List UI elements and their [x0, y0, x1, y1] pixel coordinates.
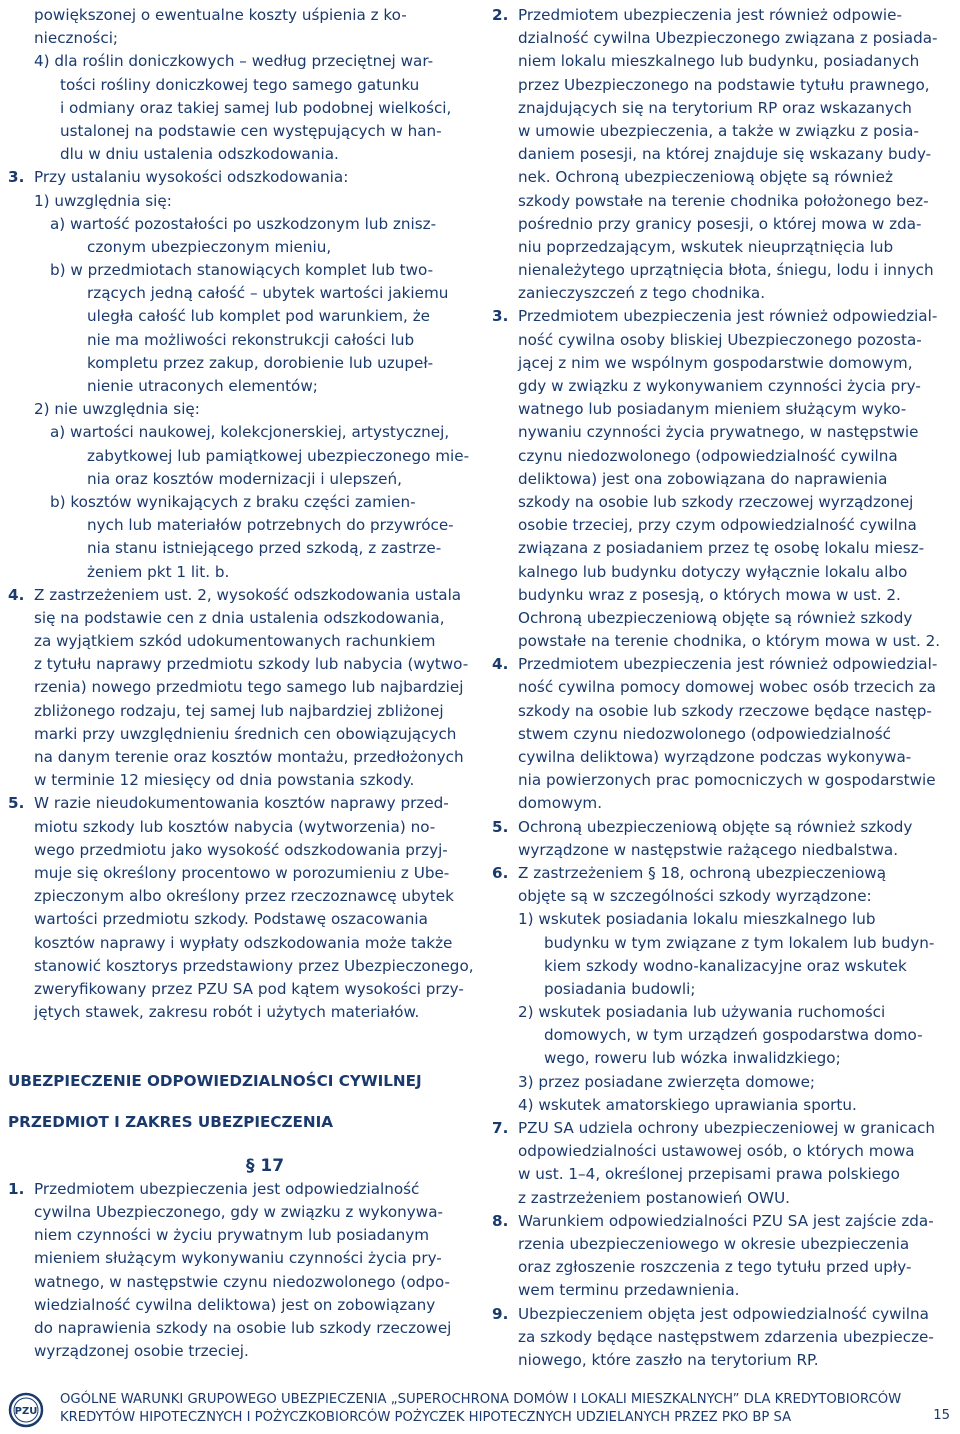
text-line: za wyjątkiem szkód udokumentowanych rachunkiem	[34, 632, 436, 651]
paragraph-number: 5.	[8, 794, 25, 813]
text-line: ność cywilna pomocy domowej wobec osób trzecich za	[518, 678, 936, 697]
text-line: w terminie 12 miesięcy od dnia powstania szkody.	[34, 771, 415, 790]
text-line: watnego, w następstwie czynu niedozwolonego (odpo-	[34, 1272, 450, 1291]
text-line: Z zastrzeżeniem § 18, ochroną ubezpieczeniową	[518, 863, 887, 882]
text-line: budynku wraz z posesją, o których mowa w ust. 2.	[518, 585, 901, 604]
paragraph-number: 7.	[492, 1119, 509, 1137]
text-line: niem lokalu mieszkalnego lub budynku, posiadanych	[518, 52, 920, 71]
text-line: stwem czynu niedozwolonego (odpowiedzialność	[518, 724, 892, 743]
paragraph-number: 1.	[8, 1179, 25, 1198]
text-line: Przy ustalaniu wysokości odszkodowania:	[34, 168, 349, 187]
text-line: 3) przez posiadane zwierzęta domowe;	[518, 1072, 816, 1091]
text-line: nych lub materiałów potrzebnych do przywróce-	[87, 516, 454, 535]
text-line: osobie trzeciej, przy czym odpowiedzialność cywilna	[518, 516, 917, 535]
text-line: z zastrzeżeniem postanowień OWU.	[518, 1188, 791, 1207]
text-line: 2) nie uwzględnia się:	[34, 400, 200, 419]
text-line: cywilna deliktowa) wyrządzone podczas wykonywa-	[518, 748, 912, 766]
text-line: wartości przedmiotu szkody. Podstawę oszacowania	[34, 910, 428, 929]
text-line: b) kosztów wynikających z braku części zamien-	[50, 492, 416, 511]
text-line: powstałe na terenie chodnika, o którym mowa w ust. 2.	[518, 632, 941, 651]
text-line: dzialność cywilna Ubezpieczonego związana z posiada-	[518, 29, 938, 48]
text-line: do naprawienia szkody na osobie lub szkody rzeczowej	[34, 1318, 452, 1337]
text-line: gdy w związku z wykonywaniem czynności życia pry-	[518, 377, 921, 395]
text-line: stanowić kosztorys przedstawiony przez Ubezpieczonego,	[34, 956, 474, 975]
right-column	[492, 4, 954, 1372]
paragraph-number: 2.	[492, 6, 509, 24]
paragraph-number: 4.	[8, 585, 25, 604]
text-line: uległa całość lub komplet pod warunkiem, że	[87, 307, 431, 326]
text-line: jętych stawek, zakresu robót i użytych materiałów.	[34, 1003, 420, 1022]
text-line: żeniem pkt 1 lit. b.	[87, 562, 230, 581]
text-line: nie ma możliwości rekonstrukcji całości lub	[87, 330, 415, 349]
text-line: Przedmiotem ubezpieczenia jest również odpowiedzial-	[518, 307, 938, 326]
text-line: niowego, które zaszło na terytorium RP.	[518, 1350, 819, 1369]
text-line: niem czynności w życiu prywatnym lub posiadanym	[34, 1226, 430, 1245]
pzu-logo-icon	[8, 1392, 44, 1428]
text-line: rzących jedną całość – ubytek wartości jakiemu	[87, 284, 449, 303]
text-line: wego przedmiotu jako wysokość odszkodowania przyj-	[34, 840, 448, 859]
text-line: kosztów naprawy i wypłaty odszkodowania może także	[34, 933, 453, 952]
text-line: Ubezpieczeniem objęta jest odpowiedzialność cywilna	[518, 1304, 929, 1323]
text-line: dlu w dniu ustalenia odszkodowania.	[60, 145, 339, 164]
text-line: 1) uwzględnia się:	[34, 191, 172, 210]
text-line: rzenia) nowego przedmiotu tego samego lub najbardziej	[34, 678, 464, 697]
paragraph-number: 4.	[492, 655, 509, 674]
text-line: nieczności;	[34, 29, 119, 48]
text-line: zanieczyszczeń z tego chodnika.	[518, 284, 766, 303]
subsection-heading: PRZEDMIOT I ZAKRES UBEZPIECZENIA	[8, 1113, 334, 1132]
left-column	[8, 4, 474, 1363]
text-line: 4) dla roślin doniczkowych – według przeciętnej war-	[34, 52, 434, 71]
paragraph-number: 6.	[492, 863, 509, 882]
text-line: w ust. 1–4, określonej przepisami prawa polskiego	[518, 1165, 900, 1184]
paragraph-6	[492, 862, 954, 885]
text-line: nia oraz kosztów modernizacji i ulepszeń,	[87, 469, 402, 488]
text-line: czynu niedozwolonego (odpowiedzialność cywilna	[518, 446, 898, 465]
text-line: nywaniu czynności życia prywatnego, w następstwie	[518, 423, 919, 442]
text-line: rzenia ubezpieczeniowego w okresie ubezpieczenia	[518, 1234, 910, 1253]
text-line: czonym ubezpieczonym mieniu,	[87, 237, 332, 256]
text-line: wego, roweru lub wózka inwalidzkiego;	[544, 1049, 841, 1068]
paragraph-8	[492, 1210, 954, 1233]
paragraph-4	[492, 653, 954, 676]
text-line: nia stanu istniejącego przed szkodą, z zastrze-	[87, 539, 442, 558]
page-footer	[8, 1390, 952, 1430]
text-line: wem terminu przedawnienia.	[518, 1281, 740, 1300]
logo-text: PZU	[14, 1406, 38, 1417]
paragraph-2	[492, 4, 954, 27]
section-heading: UBEZPIECZENIE ODPOWIEDZIALNOŚCI CYWILNEJ	[8, 1072, 422, 1091]
text-line: wiedzialność cywilna deliktowa) jest on zobowiązany	[34, 1295, 436, 1314]
text-line: wyrządzonej osobie trzeciej.	[34, 1342, 249, 1361]
text-line: W razie nieudokumentowania kosztów naprawy przed-	[34, 794, 449, 813]
text-line: Przedmiotem ubezpieczenia jest odpowiedzialność	[34, 1179, 420, 1198]
text-line: mieniem służącym wykonywaniu czynności życia pry-	[34, 1249, 442, 1268]
text-line: cywilna Ubezpieczonego, gdy w związku z wykonywa-	[34, 1203, 444, 1222]
paragraph-number: 8.	[492, 1211, 509, 1230]
paragraph-number: 3.	[492, 307, 509, 326]
footer-title	[60, 1391, 901, 1427]
text-line: związana z posiadaniem przez tę osobę lokalu miesz-	[518, 539, 925, 558]
text-line: się na podstawie cen z dnia ustalenia odszkodowania,	[34, 608, 445, 627]
text-line: jącej z nim we wspólnym gospodarstwie domowym,	[518, 353, 913, 372]
text-line: pośrednio przy granicy posesji, o której mowa w zda-	[518, 214, 922, 233]
text-line: ność cywilna osoby bliskiej Ubezpieczonego pozosta-	[518, 330, 922, 349]
text-line: Z zastrzeżeniem ust. 2, wysokość odszkodowania ustala	[34, 585, 462, 604]
text-line: nia powierzonych prac pomocniczych w gospodarstwie	[518, 771, 936, 790]
text-line: b) w przedmiotach stanowiących komplet lub two-	[50, 261, 434, 280]
text-line: kiem szkody wodno-kanalizacyjne oraz wskutek	[544, 956, 907, 975]
text-line: na danym terenie oraz kosztów montażu, przedłożonych	[34, 748, 464, 766]
text-line: niu poprzedzającym, wskutek nieuprzątnięcia lub	[518, 237, 894, 256]
text-line: w umowie ubezpieczenia, a także w związku z posia-	[518, 121, 919, 140]
text-line: szkody na osobie lub szkody rzeczowe będące następ-	[518, 701, 932, 720]
text-line: i odmiany oraz takiej samej lub podobnej wielkości,	[60, 98, 452, 117]
text-line: przez Ubezpieczonego na podstawie tytułu prawnego,	[518, 75, 930, 94]
paragraph-4	[8, 584, 474, 607]
text-line: Przedmiotem ubezpieczenia jest również odpowiedzial-	[518, 655, 938, 674]
paragraph-3	[492, 305, 954, 328]
text-line: Warunkiem odpowiedzialności PZU SA jest zajście zda-	[518, 1211, 934, 1230]
text-line: a) wartość pozostałości po uszkodzonym lub znisz-	[50, 214, 437, 233]
text-line: nienależytego uprzątnięcia błota, śniegu, lodu i innych	[518, 261, 934, 280]
paragraph-5	[8, 792, 474, 815]
text-line: zabytkowej lub pamiątkowej ubezpieczonego mie-	[87, 446, 470, 465]
paragraph-3	[8, 166, 474, 189]
text-line: Ochroną ubezpieczeniową objęte są również szkody	[518, 817, 913, 836]
text-line: szkody na osobie lub szkody rzeczowej wyrządzonej	[518, 492, 914, 511]
text-line: zpieczonym albo określony przez rzeczoznawcę ubytek	[34, 887, 454, 906]
text-line: objęte są w szczególności szkody wyrządzone:	[518, 887, 872, 906]
text-line: marki przy uwzględnieniu średnich cen obowiązujących	[34, 724, 457, 743]
text-line: zweryfikowany przez PZU SA pod kątem wysokości przy-	[34, 979, 464, 998]
paragraph-7	[492, 1117, 954, 1140]
text-line: odpowiedzialności ustawowej osób, o których mowa	[518, 1142, 915, 1161]
paragraph-number: 5.	[492, 817, 509, 836]
text-line: tości rośliny doniczkowej tego samego gatunku	[60, 75, 420, 94]
footer-line: KREDYTÓW HIPOTECZNYCH I POŻYCZKOBIORCÓW POŻYCZEK HIPOTECZNYCH UDZIELANYCH PRZEZ PKO BP SA	[60, 1410, 792, 1425]
text-line: z tytułu naprawy przedmiotu szkody lub nabycia (wytwo-	[34, 655, 469, 674]
footer-line: OGÓLNE WARUNKI GRUPOWEGO UBEZPIECZENIA „SUPEROCHRONA DOMÓW I LOKALI MIESZKALNYCH” DLA KREDYTOBIORCÓW	[60, 1392, 902, 1407]
text-line: zbliżonego rodzaju, tej samej lub najbardziej zbliżonej	[34, 701, 444, 720]
paragraph-number: 3.	[8, 168, 25, 187]
text-line: deliktowa) jest ona zobowiązana do naprawienia	[518, 469, 888, 488]
text-line: kompletu przez zakup, dorobienie lub uzupeł-	[87, 353, 434, 372]
paragraph-1	[8, 1178, 474, 1201]
page-number: 15	[933, 1408, 950, 1423]
text-line: Ochroną ubezpieczeniową objęte są również szkody	[518, 608, 913, 627]
text-line: 4) wskutek amatorskiego uprawiania sportu.	[518, 1095, 857, 1114]
text-line: ustalonej na podstawie cen występujących w han-	[60, 121, 442, 140]
text-line: za szkody będące następstwem zdarzenia ubezpiecze-	[518, 1327, 934, 1346]
text-line: domowym.	[518, 794, 603, 813]
text-line: posiadania budowli;	[544, 979, 696, 998]
text-line: 1) wskutek posiadania lokalu mieszkalnego lub	[518, 910, 876, 929]
text-line: muje się określony procentowo w porozumieniu z Ube-	[34, 863, 450, 882]
text-line: a) wartości naukowej, kolekcjonerskiej, artystycznej,	[50, 423, 450, 442]
text-line: 2) wskutek posiadania lub używania ruchomości	[518, 1003, 886, 1022]
text-line: powiększonej o ewentualne koszty uśpienia z ko-	[34, 6, 407, 24]
text-line: nienie utraconych elementów;	[87, 377, 318, 395]
paragraph-number: 9.	[492, 1304, 509, 1323]
text-line: nek. Ochroną ubezpieczeniową objęte są również	[518, 168, 893, 187]
section-number: § 17	[246, 1155, 285, 1176]
text-line: domowych, w tym urządzeń gospodarstwa domo-	[544, 1026, 923, 1045]
text-line: daniem posesji, na której znajduje się wskazany budy-	[518, 145, 932, 164]
text-line: kalnego lub budynku dotyczy wyłącznie lokalu albo	[518, 562, 908, 581]
text-line: PZU SA udziela ochrony ubezpieczeniowej w granicach	[518, 1119, 936, 1137]
text-line: wyrządzone w następstwie rażącego niedbalstwa.	[518, 840, 899, 859]
text-line: budynku w tym związane z tym lokalem lub budyn-	[544, 933, 935, 952]
paragraph-5	[492, 816, 954, 839]
text-line: miotu szkody lub kosztów nabycia (wytworzenia) no-	[34, 817, 436, 836]
paragraph-9	[492, 1303, 954, 1326]
text-line: szkody powstałe na terenie chodnika położonego bez-	[518, 191, 929, 210]
text-line: Przedmiotem ubezpieczenia jest również odpowie-	[518, 6, 902, 24]
text-line: znajdujących się na terytorium RP oraz wskazanych	[518, 98, 912, 117]
text-line: watnego lub posiadanym mieniem służącym wyko-	[518, 400, 907, 419]
text-line: oraz zgłoszenie roszczenia z tego tytułu przed upły-	[518, 1258, 912, 1277]
